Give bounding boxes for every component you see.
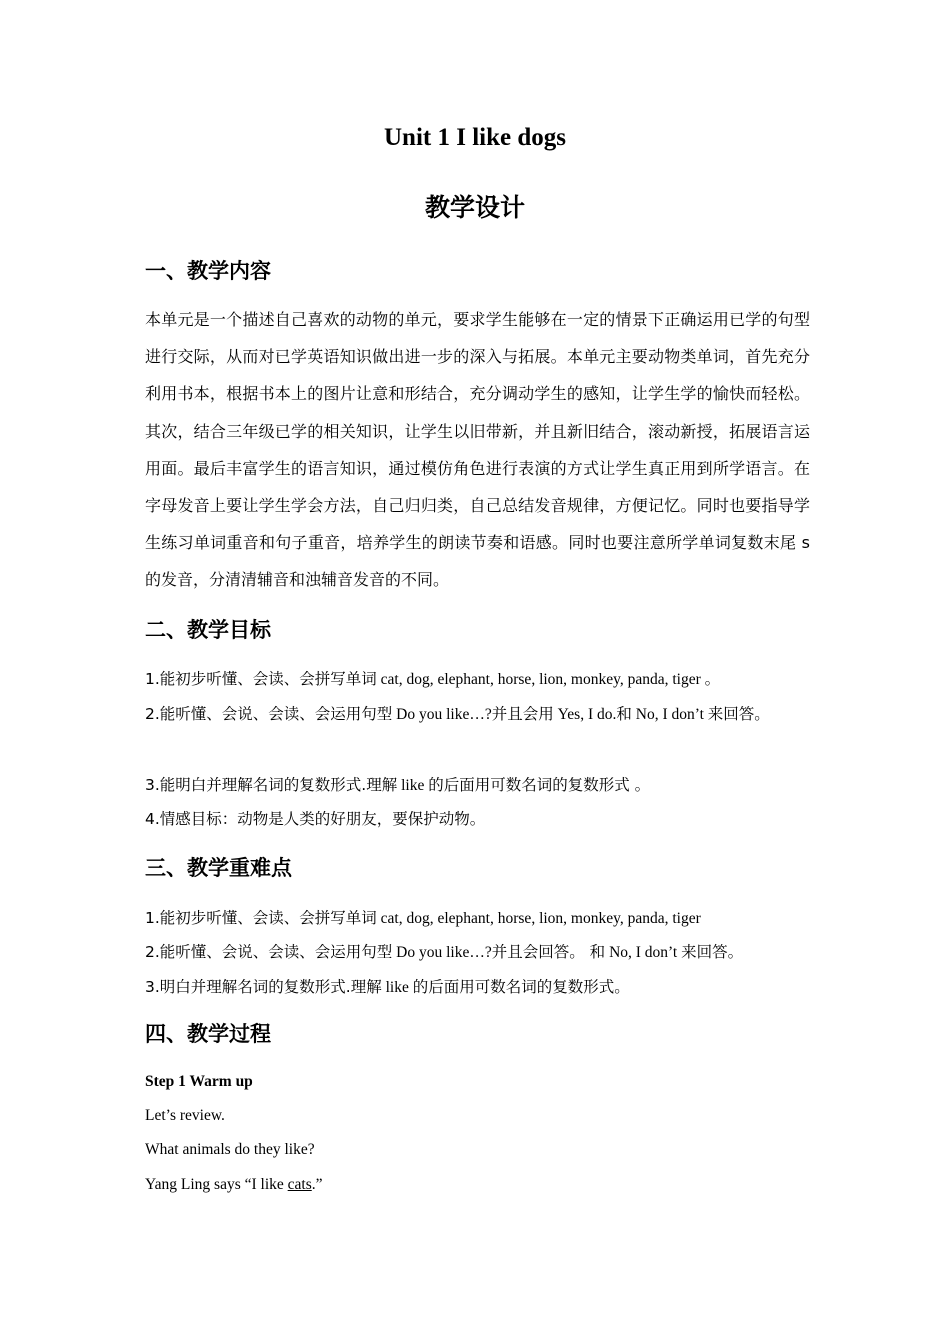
keypoint-item-2: 2.能听懂、会说、会读、会运用句型 Do you like…?并且会回答。 和 No, I don’t 来回答。 [145,943,744,961]
objective-item-4: 4.情感目标：动物是人类的好朋友，要保护动物。 [145,810,486,828]
keypoint-item-3: 3.明白并理解名词的复数形式.理解 like 的后面用可数名词的复数形式。 [145,978,630,996]
keypoint-item-1: 1.能初步听懂、会读、会拼写单词 cat, dog, elephant, horse, lion, monkey, panda, tiger [145,909,701,927]
objective-item-2: 2.能听懂、会说、会读、会运用句型 Do you like…?并且会用 Yes, I do.和 No, I don’t 来回答。 [145,705,770,723]
section1-paragraph: 本单元是一个描述自己喜欢的动物的单元，要求学生能够在一定的情景下正确运用已学的句型进行交际，从而对已学英语知识做出进一步的深入与拓展。本单元主要动物类单词，首先充分利用书本，根据书本上的图片让意和形结合，充分调动学生的感知，让学生学的愉快而轻松。其次，结合三年级已学的相关知识，让学生以旧带新，并且新旧结合，滚动新授，拓展语言运用面。最后丰富学生的语言知识，通过模仿角色进行表演的方式让学生真正用到所学语言。在字母发音上要让学生学会方法，自己归归类，自己总结发音规律，方便记忆。同时也要指导学生练习单词重音和句子重音，培养学生的朗读节奏和语感。同时也要注意所学单词复数末尾 s 的发音，分清清辅音和浊辅音发音的不同。 [145,310,810,590]
section1-heading: 一、教学内容 [145,259,271,283]
process-line-2: What animals do they like? [145,1141,315,1158]
objective-item-1: 1.能初步听懂、会读、会拼写单词 cat, dog, elephant, horse, lion, monkey, panda, tiger 。 [145,670,721,688]
document-title-cn: 教学设计 [424,193,525,222]
section3-heading: 三、教学重难点 [145,856,292,880]
step-title: Step 1 Warm up [145,1073,253,1090]
process-line-1: Let’s review. [145,1107,225,1124]
section4-heading: 四、教学过程 [145,1022,271,1046]
process-line-3: Yang Ling says “I like cats.” [145,1176,323,1193]
document-title-en: Unit 1 I like dogs [384,124,566,151]
underlined-word: cats [287,1176,312,1193]
section2-heading: 二、教学目标 [145,618,271,642]
objective-item-3: 3.能明白并理解名词的复数形式.理解 like 的后面用可数名词的复数形式 。 [145,776,651,794]
